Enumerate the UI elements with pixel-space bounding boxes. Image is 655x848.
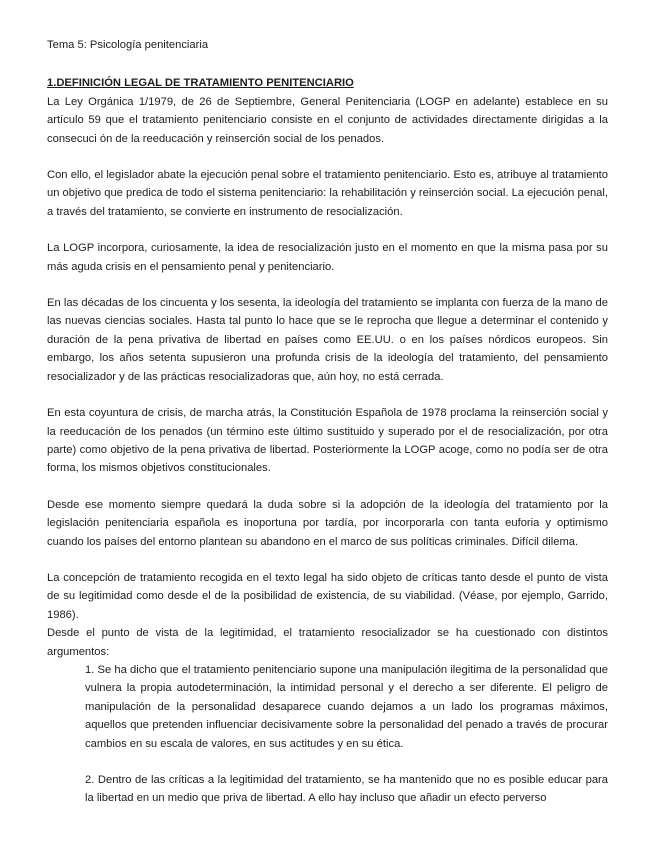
paragraph-8: Desde el punto de vista de la legitimidad, el tratamiento resocializador se ha cuestionado con distintos argumentos:: [47, 627, 608, 658]
paragraph-4: En las décadas de los cincuenta y los sesenta, la ideología del tratamiento se implanta con fuerza de la mano de las nuevas ciencias sociales. Hasta tal punto lo hace que se le reprocha que llegue a determinar el contenido y duración de la pena privativa de libertad en países como EE.UU. o en los países nórdicos europeos. Sin embargo, los años setenta supusieron una profunda crisis de la ideología del tratamiento, del pensamiento resocializador y de las prácticas resocializadoras que, aún hoy, no está cerrada.: [47, 297, 608, 383]
list-item: 2. Dentro de las críticas a la legitimidad del tratamiento, se ha mantenido que no es posible educar para la libertad en un medio que priva de libertad. A ello hay incluso que añadir un efecto perverso: [85, 774, 608, 805]
document-page: [47, 36, 608, 826]
paragraph-3: La LOGP incorpora, curiosamente, la idea de resocialización justo en el momento en que la misma pasa por su más aguda crisis en el pensamiento penal y penitenciario.: [47, 242, 608, 273]
paragraph-6: Desde ese momento siempre quedará la duda sobre si la adopción de la ideología del tratamiento por la legislación penitenciaria española es inoportuna por tardía, por incorporarla con tanta euforia y optimismo cuando los países del entorno plantean su abandono en el marco de sus políticas criminales. Difícil dilema.: [47, 498, 608, 548]
paragraph-7: La concepción de tratamiento recogida en el texto legal ha sido objeto de críticas tanto desde el punto de vista de su legitimidad como desde el de la posibilidad de existencia, de su viabilidad. (Véase, por ejemplo, Garrido, 1986).: [47, 571, 608, 621]
paragraph-2: Con ello, el legislador abate la ejecución penal sobre el tratamiento penitenciario. Esto es, atribuye al tratamiento un objetivo que predica de todo el sistema penitenciario: la rehabilitación y reinserción social. La ejecución penal, a través del tratamiento, se convierte en instrumento de resocialización.: [47, 169, 608, 218]
list-item: 1. Se ha dicho que el tratamiento penitenciario supone una manipulación ilegitima de la personalidad que vulnera la propia autodeterminación, la intimidad personal y el derecho a ser diferente. El peligro de manipulación de la personalidad desaparece cuando dejamos a un lado los programas máximos, aquellos que pretenden influenciar decisivamente sobre la personalidad del penado a través de procurar cambios en su escala de valores, en sus actitudes y en su ética.: [85, 663, 608, 750]
argument-list: [85, 661, 608, 808]
section-title: 1.DEFINICIÓN LEGAL DE TRATAMIENTO PENITENCIARIO: [47, 77, 354, 90]
paragraph-5: En esta coyuntura de crisis, de marcha atrás, la Constitución Española de 1978 proclama la reinserción social y la reeducación de los penados (un término este último sustituido y superado por el de resocialización, por otra parte) como objetivo de la pena privativa de libertad. Posteriormente la LOGP acoge, como no podía ser de otra forma, los mismos objetivos constitucionales.: [47, 407, 608, 475]
document-header: Tema 5: Psicología penitenciaria: [47, 39, 209, 51]
paragraph-1: La Ley Orgánica 1/1979, de 26 de Septiembre, General Penitenciaria (LOGP en adelante) establece en su artículo 59 que el tratamiento penitenciario consiste en el conjunto de actividades directamente dirigidas a la consecuci ón de la reeducación y reinserción social de los penados.: [47, 95, 608, 145]
